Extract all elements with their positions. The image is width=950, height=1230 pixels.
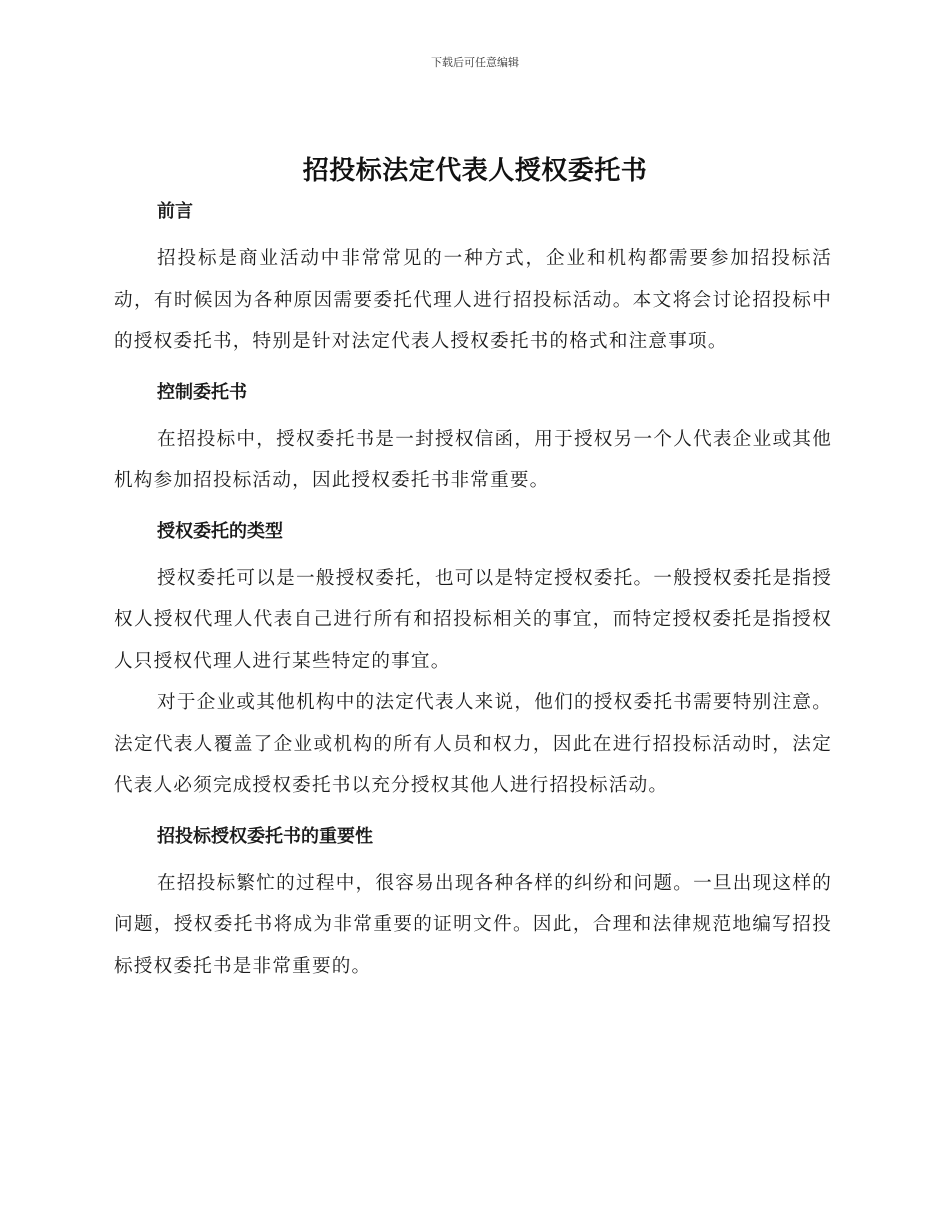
paragraph: 在招投标繁忙的过程中，很容易出现各种各样的纠纷和问题。一旦出现这样的问题，授权委托书将成为非常重要的证明文件。因此，合理和法律规范地编写招投标授权委托书是非常重要的。 (114, 872, 832, 977)
document-title: 招投标法定代表人授权委托书 (302, 156, 648, 186)
paragraph: 对于企业或其他机构中的法定代表人来说，他们的授权委托书需要特别注意。法定代表人覆盖了企业或机构的所有人员和权力，因此在进行招投标活动时，法定代表人必须完成授权委托书以充分授权其他人进行招投标活动。 (114, 692, 832, 796)
paragraph: 招投标是商业活动中非常常见的一种方式，企业和机构都需要参加招投标活动，有时候因为各种原因需要委托代理人进行招投标活动。本文将会讨论招投标中的授权委托书，特别是针对法定代表人授权委托书的格式和注意事项。 (114, 248, 832, 352)
section-heading-importance: 招投标授权委托书的重要性 (157, 825, 373, 847)
page-header: 下载后可任意编辑 (431, 56, 519, 69)
document-body (114, 198, 832, 987)
section-heading-preface: 前言 (157, 201, 193, 222)
paragraph: 在招投标中，授权委托书是一封授权信函，用于授权另一个人代表企业或其他机构参加招投标活动，因此授权委托书非常重要。 (114, 428, 832, 491)
section-heading-control: 控制委托书 (157, 381, 247, 403)
section-heading-types: 授权委托的类型 (157, 520, 283, 542)
paragraph: 授权委托可以是一般授权委托，也可以是特定授权委托。一般授权委托是指授权人授权代理人代表自己进行所有和招投标相关的事宜，而特定授权委托是指授权人只授权代理人进行某些特定的事宜。 (114, 567, 832, 672)
